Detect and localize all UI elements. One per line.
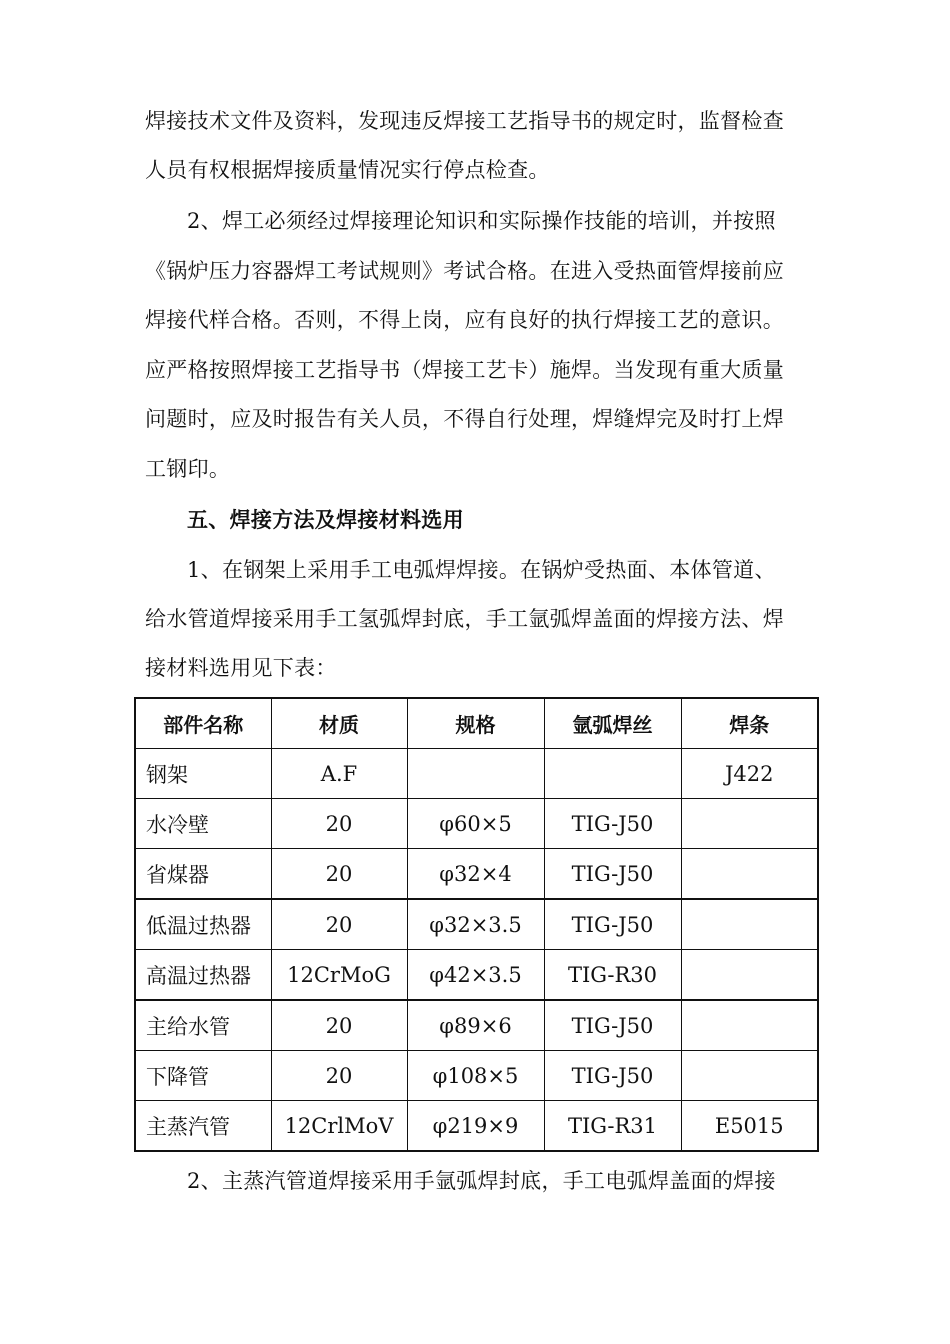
table-cell bbox=[544, 749, 681, 799]
table-row bbox=[135, 1101, 818, 1152]
table-cell: φ60×5 bbox=[407, 799, 544, 849]
table-cell: φ32×3.5 bbox=[407, 899, 544, 950]
table-row bbox=[135, 849, 818, 900]
table-cell: TIG-R30 bbox=[544, 950, 681, 1001]
body-text-line: 接材料选用见下表： bbox=[145, 656, 337, 680]
table-cell: 20 bbox=[271, 799, 407, 849]
table-row bbox=[135, 950, 818, 1001]
table-cell bbox=[681, 950, 818, 1001]
table-cell: 20 bbox=[271, 899, 407, 950]
table-header-row bbox=[135, 698, 818, 749]
table-cell: 12CrMoG bbox=[271, 950, 407, 1001]
table-row bbox=[135, 1051, 818, 1101]
table-cell: 低温过热器 bbox=[135, 899, 271, 950]
body-text-line: 2、主蒸汽管道焊接采用手氩弧焊封底，手工电弧焊盖面的焊接 bbox=[187, 1169, 776, 1193]
table-row bbox=[135, 1000, 818, 1051]
table-cell: 钢架 bbox=[135, 749, 271, 799]
table-cell: 20 bbox=[271, 849, 407, 900]
table-cell bbox=[681, 799, 818, 849]
table-cell: A.F bbox=[271, 749, 407, 799]
table-cell: 水冷壁 bbox=[135, 799, 271, 849]
table-cell: TIG-J50 bbox=[544, 899, 681, 950]
table-cell: 下降管 bbox=[135, 1051, 271, 1101]
table-cell: 20 bbox=[271, 1000, 407, 1051]
table-cell: TIG-J50 bbox=[544, 799, 681, 849]
table-header-cell: 部件名称 bbox=[135, 698, 271, 749]
table-cell: E5015 bbox=[681, 1101, 818, 1152]
table-cell: φ32×4 bbox=[407, 849, 544, 900]
table-cell bbox=[681, 899, 818, 950]
table-cell: 主给水管 bbox=[135, 1000, 271, 1051]
table-header-cell: 焊条 bbox=[681, 698, 818, 749]
table-row bbox=[135, 749, 818, 799]
table-cell: φ219×9 bbox=[407, 1101, 544, 1152]
table-header-cell: 氩弧焊丝 bbox=[544, 698, 681, 749]
body-text-line: 焊接代样合格。否则，不得上岗，应有良好的执行焊接工艺的意识。 bbox=[145, 308, 784, 332]
table-cell bbox=[407, 749, 544, 799]
table-cell: 12CrlMoV bbox=[271, 1101, 407, 1152]
table-cell: TIG-J50 bbox=[544, 1000, 681, 1051]
table-cell: φ108×5 bbox=[407, 1051, 544, 1101]
table-row bbox=[135, 799, 818, 849]
table-cell bbox=[681, 1051, 818, 1101]
table-cell: J422 bbox=[681, 749, 818, 799]
table-header-cell: 规格 bbox=[407, 698, 544, 749]
table-cell: 20 bbox=[271, 1051, 407, 1101]
body-text-line: 应严格按照焊接工艺指导书（焊接工艺卡）施焊。当发现有重大质量 bbox=[145, 358, 784, 382]
body-text-line: 《锅炉压力容器焊工考试规则》考试合格。在进入受热面管焊接前应 bbox=[145, 259, 784, 283]
body-text-line: 2、焊工必须经过焊接理论知识和实际操作技能的培训，并按照 bbox=[187, 209, 776, 233]
body-text-line: 给水管道焊接采用手工氢弧焊封底，手工氩弧焊盖面的焊接方法、焊 bbox=[145, 607, 784, 631]
table-cell: TIG-R31 bbox=[544, 1101, 681, 1152]
table-cell: 高温过热器 bbox=[135, 950, 271, 1001]
body-text-line: 1、在钢架上采用手工电弧焊焊接。在锅炉受热面、本体管道、 bbox=[187, 558, 776, 582]
table-header-cell: 材质 bbox=[271, 698, 407, 749]
body-text-line: 人员有权根据焊接质量情况实行停点检查。 bbox=[145, 158, 550, 182]
body-text-line: 工钢印。 bbox=[145, 457, 231, 481]
table-row bbox=[135, 899, 818, 950]
section-heading: 五、焊接方法及焊接材料选用 bbox=[187, 507, 464, 532]
table-cell: φ89×6 bbox=[407, 1000, 544, 1051]
table-cell: 主蒸汽管 bbox=[135, 1101, 271, 1152]
table-cell: 省煤器 bbox=[135, 849, 271, 900]
table-cell: φ42×3.5 bbox=[407, 950, 544, 1001]
table-cell: TIG-J50 bbox=[544, 849, 681, 900]
table-cell: TIG-J50 bbox=[544, 1051, 681, 1101]
table-cell bbox=[681, 849, 818, 900]
table-cell bbox=[681, 1000, 818, 1051]
welding-material-table bbox=[134, 697, 819, 1152]
body-text-line: 问题时，应及时报告有关人员，不得自行处理，焊缝焊完及时打上焊 bbox=[145, 407, 784, 431]
body-text-line: 焊接技术文件及资料，发现违反焊接工艺指导书的规定时，监督检查 bbox=[145, 109, 784, 133]
